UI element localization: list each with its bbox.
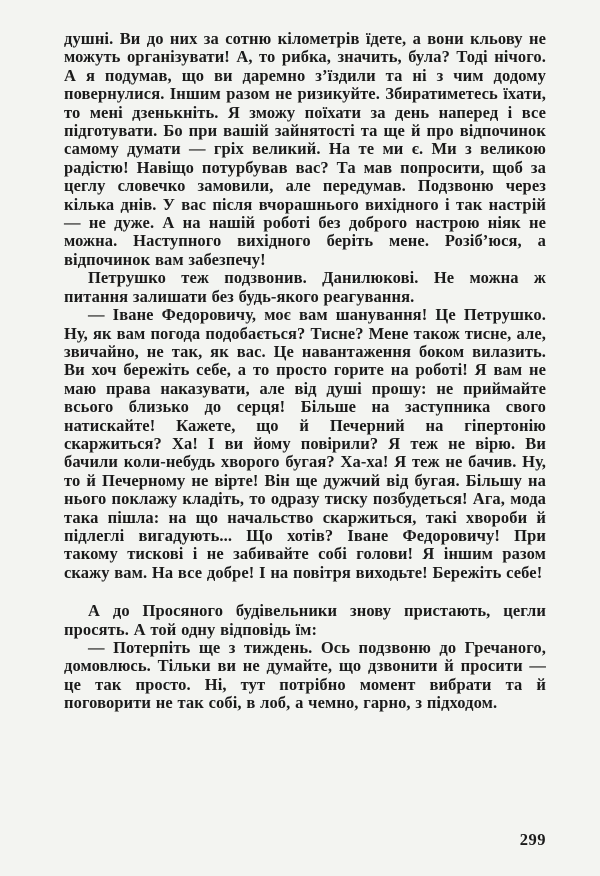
page-number: 299 — [519, 830, 546, 849]
paragraph: душні. Ви до них за сотню кілометрів їдете, а вони кльову не можуть організувати! А, то рибка, значить, була? Тоді нічого. А я подумав, що ви даремно з’їздили та ні з чим додому повернулися. Іншим разом не ризикуйте. Збиратиметесь їхати, то мені дзенькніть. Я зможу поїхати за день наперед і все підготувати. Бо при вашій зайнятості та ще й про відпочинок самому думати — гріх великий. На те ми є. Ми з великою радістю! Навіщо потурбував вас? Та мав попросити, щоб за цеглу словечко замовили, але передумав. Подзвоню через кілька днів. У вас після вчорашнього вихідного і так настрій — не дуже. А на нашій роботі без доброго настрою ніяк не можна. Наступного вихідного беріть мене. Розіб’юся, а відпочинок вам забезпечу! — [64, 29, 546, 269]
paragraph: Петрушко теж подзвонив. Данилюкові. Не можна ж питання залишати без будь-якого реагування. — [64, 268, 546, 306]
paragraph: — Іване Федоровичу, моє вам шанування! Це Петрушко. Ну, як вам погода подобається? Тисне? Мене також тисне, але, звичайно, не так, як вас. Це навантаження боком вилазить. Ви хоч бережіть себе, а то просто горите на роботі! Я вам не маю права наказувати, але від душі прошу: не приймайте всього близько до серця! Більше на заступника свого натискайте! Кажете, що й Печерний на гіпертонію скаржиться? Ха! І ви йому повірили? Я теж не вірю. Ви бачили коли-небудь хворого бугая? Ха-ха! Я теж не бачив. Ну, то й Печерному не вірте! Він ще дужчий від бугая. Більшу на нього поклажу кладіть, то одразу тиску позбудеться! Ага, мода така пішла: на що начальство скаржиться, такі хвороби й підлеглі вигадують... Що хотів? Іване Федоровичу! При такому тискові і не забивайте собі голови! Я іншим разом скажу вам. На все добре! І на повітря виходьте! Бережіть себе! — [64, 305, 546, 582]
text-column — [64, 30, 546, 713]
paragraph: А до Просяного будівельники знову пристають, цегли просять. А той одну відповідь їм: — [64, 601, 546, 639]
paragraph: — Потерпіть ще з тиждень. Ось подзвоню до Гречаного, домовлюсь. Тільки ви не думайте, що дзвонити й просити — це так просто. Ні, тут потрібно момент вибрати та й поговорити не так собі, в лоб, а чемно, гарно, з підходом. — [64, 638, 546, 713]
